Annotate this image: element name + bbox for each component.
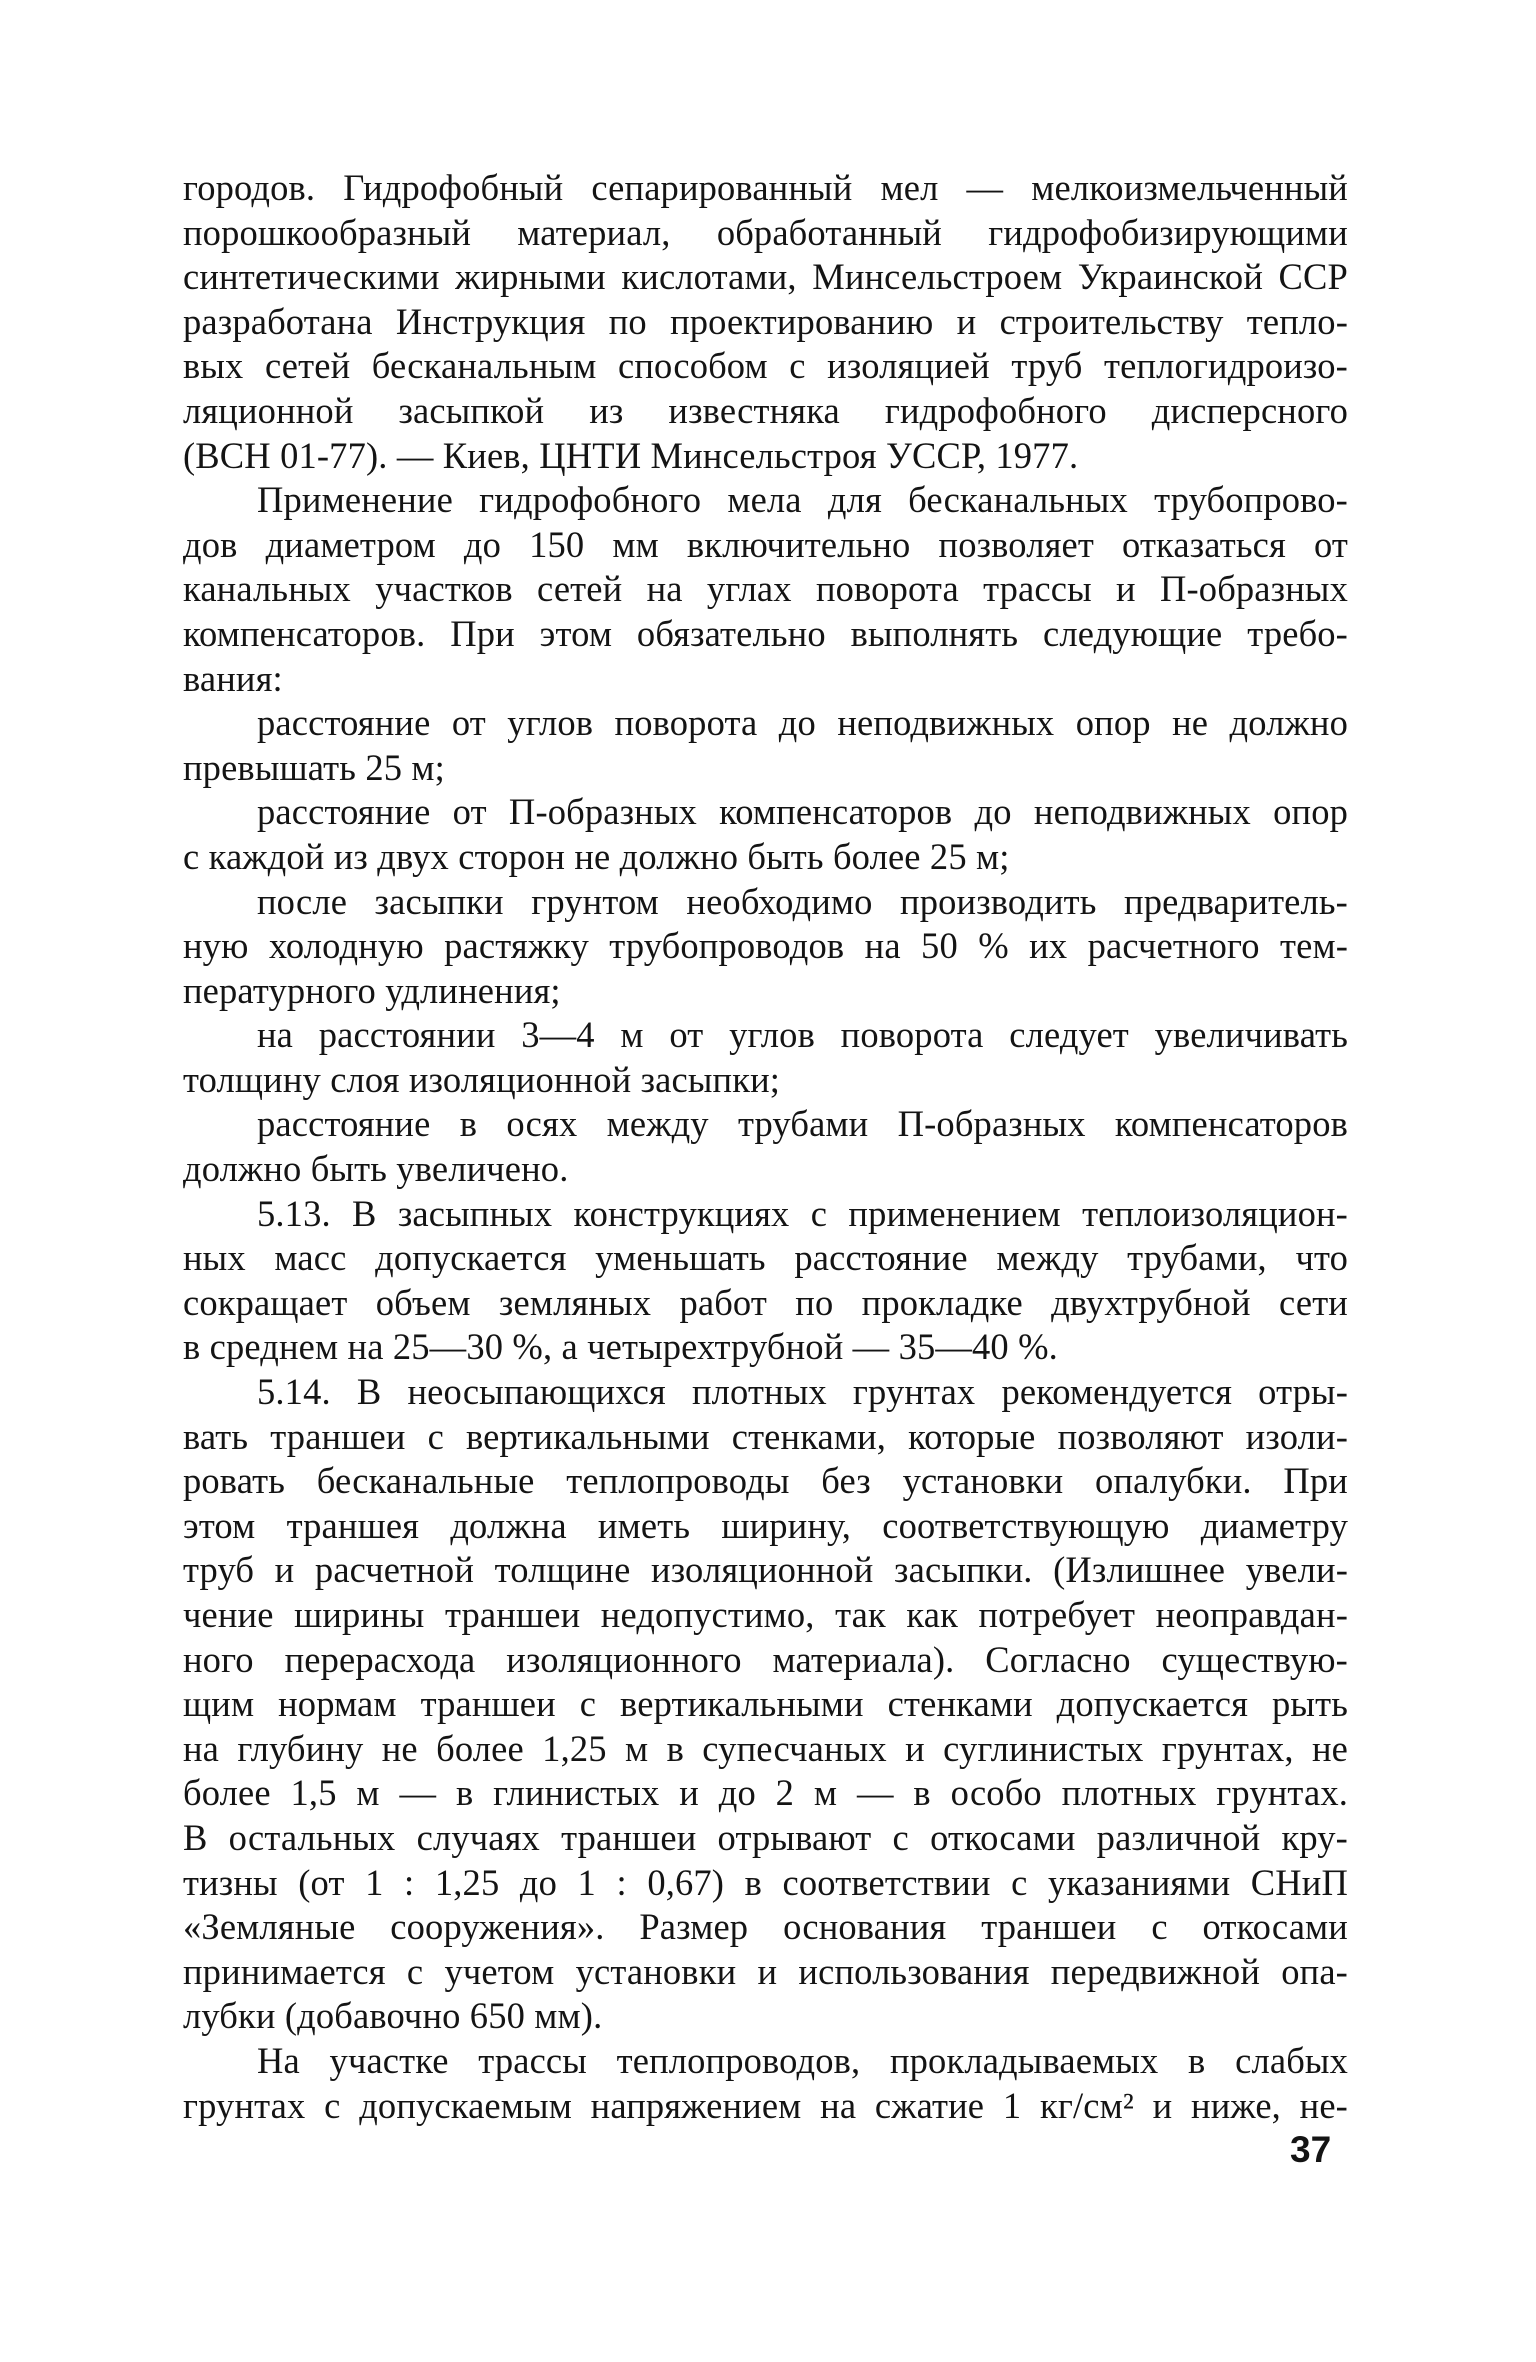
text-line: более 1,5 м — в глинистых и до 2 м — в особо плотных грунтах.	[183, 1772, 1348, 1814]
text-line: вания:	[183, 657, 283, 699]
text-line: в среднем на 25—30 %, а четырехтрубной — 35—40 %.	[183, 1326, 1058, 1368]
text-line: «Земляные сооружения». Размер основания траншеи с откосами	[183, 1906, 1348, 1948]
document-body	[183, 166, 1348, 2128]
text-line: этом траншея должна иметь ширину, соответствующую диаметру	[183, 1504, 1348, 1546]
text-line: расстояние в осях между трубами П-образных компенсаторов	[257, 1103, 1348, 1145]
text-line: щим нормам траншеи с вертикальными стенками допускается рыть	[183, 1683, 1348, 1725]
text-line: расстояние от углов поворота до неподвижных опор не должно	[257, 702, 1348, 744]
text-line: канальных участков сетей на углах поворота трассы и П-образных	[183, 568, 1348, 610]
text-line: лубки (добавочно 650 мм).	[183, 1995, 603, 2037]
text-line: Применение гидрофобного мела для бесканальных трубопрово-	[257, 479, 1348, 521]
text-line: сокращает объем земляных работ по прокладке двухтрубной сети	[183, 1281, 1348, 1323]
text-line: вать траншеи с вертикальными стенками, которые позволяют изоли-	[183, 1415, 1348, 1457]
text-line: толщину слоя изоляционной засыпки;	[183, 1058, 781, 1100]
text-line: тизны (от 1 : 1,25 до 1 : 0,67) в соответствии с указаниями СНиП	[183, 1861, 1348, 1903]
text-line: чение ширины траншеи недопустимо, так как потребует неоправдан-	[183, 1594, 1348, 1635]
text-line: порошкообразный материал, обработанный гидрофобизирующими	[183, 211, 1348, 253]
text-line: труб и расчетной толщине изоляционной засыпки. (Излишнее увели-	[183, 1549, 1348, 1591]
text-line: ного перерасхода изоляционного материала). Согласно существую-	[183, 1638, 1348, 1680]
text-line: ровать бесканальные теплопроводы без установки опалубки. При	[183, 1460, 1348, 1502]
text-line: после засыпки грунтом необходимо производить предваритель-	[257, 880, 1348, 922]
text-line: синтетическими жирными кислотами, Минсельстроем Украинской ССР	[183, 256, 1348, 298]
text-line: грунтах с допускаемым напряжением на сжатие 1 кг/см² и ниже, не-	[183, 2084, 1348, 2126]
text-line: с каждой из двух сторон не должно быть более 25 м;	[183, 835, 1010, 877]
text-line: ляционной засыпкой из известняка гидрофобного дисперсного	[183, 389, 1348, 431]
text-line: На участке трассы теплопроводов, прокладываемых в слабых	[257, 2039, 1348, 2081]
text-line: компенсаторов. При этом обязательно выполнять следующие требо-	[183, 612, 1348, 654]
text-line: 5.13. В засыпных конструкциях с применением теплоизоляцион-	[257, 1192, 1348, 1234]
text-line: 5.14. В неосыпающихся плотных грунтах рекомендуется отры-	[257, 1371, 1348, 1413]
page-number: 37	[1290, 2129, 1332, 2170]
text-line: пературного удлинения;	[183, 969, 561, 1011]
text-line: превышать 25 м;	[183, 746, 445, 788]
text-line: должно быть увеличено.	[183, 1148, 569, 1190]
text-line: вых сетей бесканальным способом с изоляцией труб теплогидроизо-	[183, 345, 1348, 387]
text-line: ных масс допускается уменьшать расстояние между трубами, что	[183, 1237, 1348, 1279]
text-line: разработана Инструкция по проектированию и строительству тепло-	[183, 300, 1348, 342]
text-line: (ВСН 01-77). — Киев, ЦНТИ Минсельстроя УССР, 1977.	[183, 434, 1079, 476]
text-line: ную холодную растяжку трубопроводов на 50 % их расчетного тем-	[183, 925, 1348, 967]
text-line: В остальных случаях траншеи отрывают с откосами различной кру-	[183, 1816, 1348, 1858]
text-line: расстояние от П-образных компенсаторов до неподвижных опор	[257, 791, 1348, 833]
text-line: на глубину не более 1,25 м в супесчаных и суглинистых грунтах, не	[183, 1727, 1348, 1769]
text-line: на расстоянии 3—4 м от углов поворота следует увеличивать	[257, 1014, 1348, 1056]
text-line: принимается с учетом установки и использования передвижной опа-	[183, 1950, 1348, 1992]
text-line: дов диаметром до 150 мм включительно позволяет отказаться от	[183, 523, 1348, 565]
text-line: городов. Гидрофобный сепарированный мел — мелкоизмельченный	[183, 167, 1348, 208]
